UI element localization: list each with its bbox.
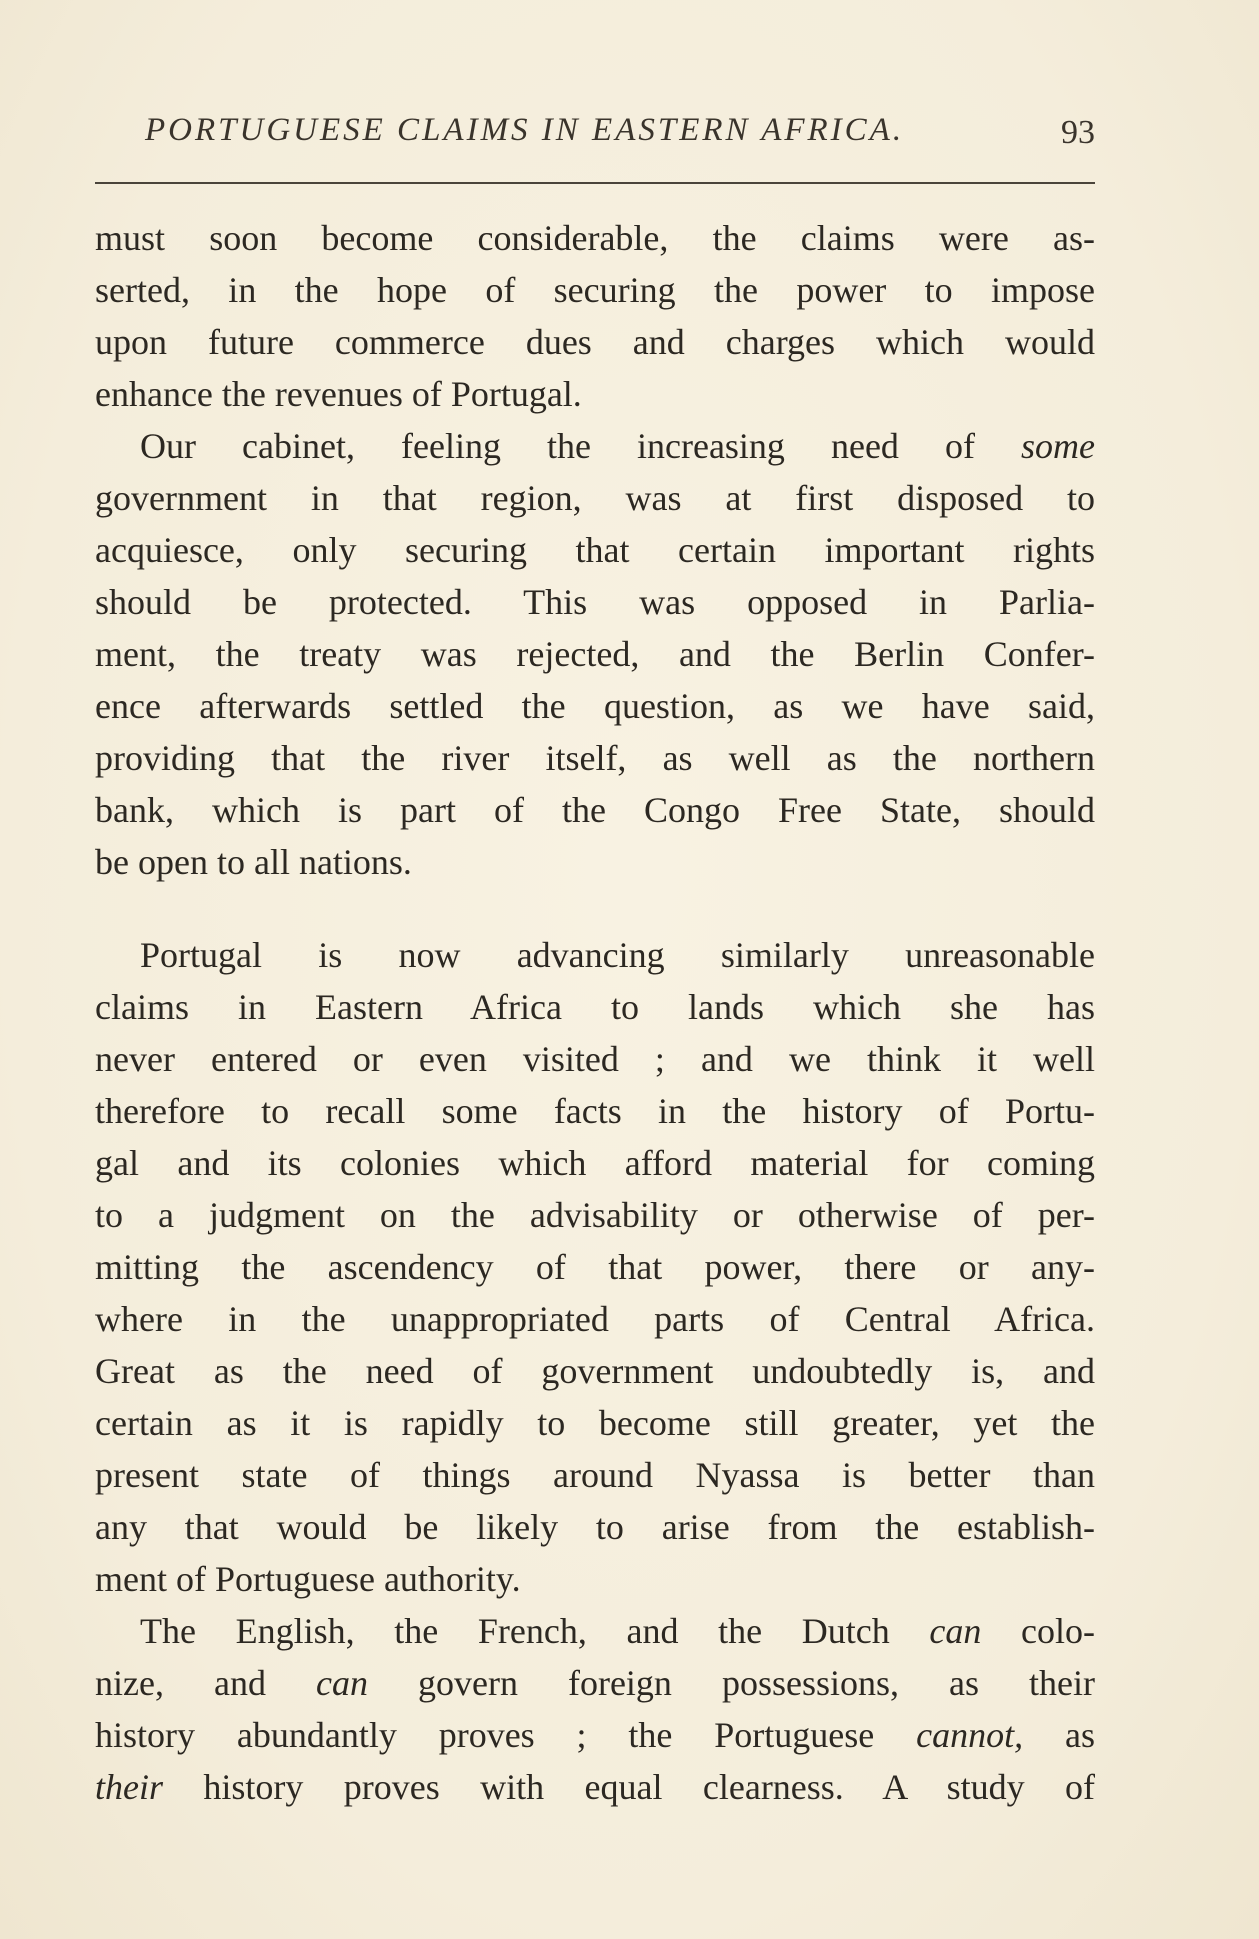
text-line: ence afterwards settled the question, as we have said, xyxy=(95,686,1095,726)
emphasis-text: can xyxy=(929,1611,982,1651)
text-line: Portugal is now advancing similarly unreasonable xyxy=(140,935,1095,975)
text-line: acquiesce, only securing that certain important rights xyxy=(95,530,1095,570)
paragraph-1 xyxy=(95,212,1095,420)
text-line: should be protected. This was opposed in Parlia- xyxy=(95,582,1095,622)
page-number: 93 xyxy=(1061,114,1095,151)
text-line: where in the unappropriated parts of Central Africa. xyxy=(95,1299,1095,1339)
text-span: nize, and xyxy=(95,1663,316,1703)
text-line xyxy=(95,1605,1095,1657)
text-span: Our cabinet, feeling the increasing need of xyxy=(140,426,1021,466)
text-span: history proves with equal clearness. A study of xyxy=(163,1767,1095,1807)
text-line: present state of things around Nyassa is better than xyxy=(95,1455,1095,1495)
text-line: upon future commerce dues and charges which would xyxy=(95,322,1095,362)
text-line: enhance the revenues of Portugal. xyxy=(95,374,582,414)
text-span: colo- xyxy=(981,1611,1096,1651)
emphasis-text: their xyxy=(95,1767,163,1807)
text-span: as xyxy=(1023,1715,1095,1755)
page-header xyxy=(95,112,1095,162)
text-line: bank, which is part of the Congo Free State, should xyxy=(95,790,1095,830)
text-line: to a judgment on the advisability or otherwise of per- xyxy=(95,1195,1095,1235)
text-line: therefore to recall some facts in the history of Portu- xyxy=(95,1091,1095,1131)
emphasis-text: can xyxy=(315,1663,368,1703)
text-span: history abundantly proves ; the Portuguese xyxy=(95,1715,917,1755)
text-line: Great as the need of government undoubtedly is, and xyxy=(95,1351,1095,1391)
header-rule xyxy=(95,182,1095,184)
text-line: government in that region, was at first disposed to xyxy=(95,478,1095,518)
text-line: mitting the ascendency of that power, there or any- xyxy=(95,1247,1095,1287)
emphasis-text: some xyxy=(1021,426,1095,466)
text-line xyxy=(95,420,1095,472)
text-span: The English, the French, and the Dutch xyxy=(140,1611,930,1651)
section-gap xyxy=(95,888,1095,929)
text-line xyxy=(95,1709,1095,1761)
paragraph-4 xyxy=(95,1605,1095,1813)
paragraph-3 xyxy=(95,929,1095,1605)
text-line xyxy=(95,1761,1095,1813)
text-line: certain as it is rapidly to become still greater, yet the xyxy=(95,1403,1095,1443)
running-head: PORTUGUESE CLAIMS IN EASTERN AFRICA. xyxy=(145,112,905,148)
emphasis-text: cannot, xyxy=(916,1715,1024,1755)
body-text xyxy=(95,212,1095,1813)
text-line: any that would be likely to arise from the establish- xyxy=(95,1507,1095,1547)
text-line: providing that the river itself, as well as the northern xyxy=(95,738,1095,778)
text-line: claims in Eastern Africa to lands which she has xyxy=(95,987,1095,1027)
text-line: never entered or even visited ; and we think it well xyxy=(95,1039,1095,1079)
text-line: gal and its colonies which afford material for coming xyxy=(95,1143,1095,1183)
text-line: must soon become considerable, the claims were as- xyxy=(95,218,1095,258)
paragraph-2 xyxy=(95,420,1095,888)
text-line: be open to all nations. xyxy=(95,842,412,882)
text-span: govern foreign possessions, as their xyxy=(367,1663,1095,1703)
text-line xyxy=(95,1657,1095,1709)
text-line: serted, in the hope of securing the power to impose xyxy=(95,270,1095,310)
text-line: ment of Portuguese authority. xyxy=(95,1559,521,1599)
text-line: ment, the treaty was rejected, and the Berlin Confer- xyxy=(95,634,1095,674)
